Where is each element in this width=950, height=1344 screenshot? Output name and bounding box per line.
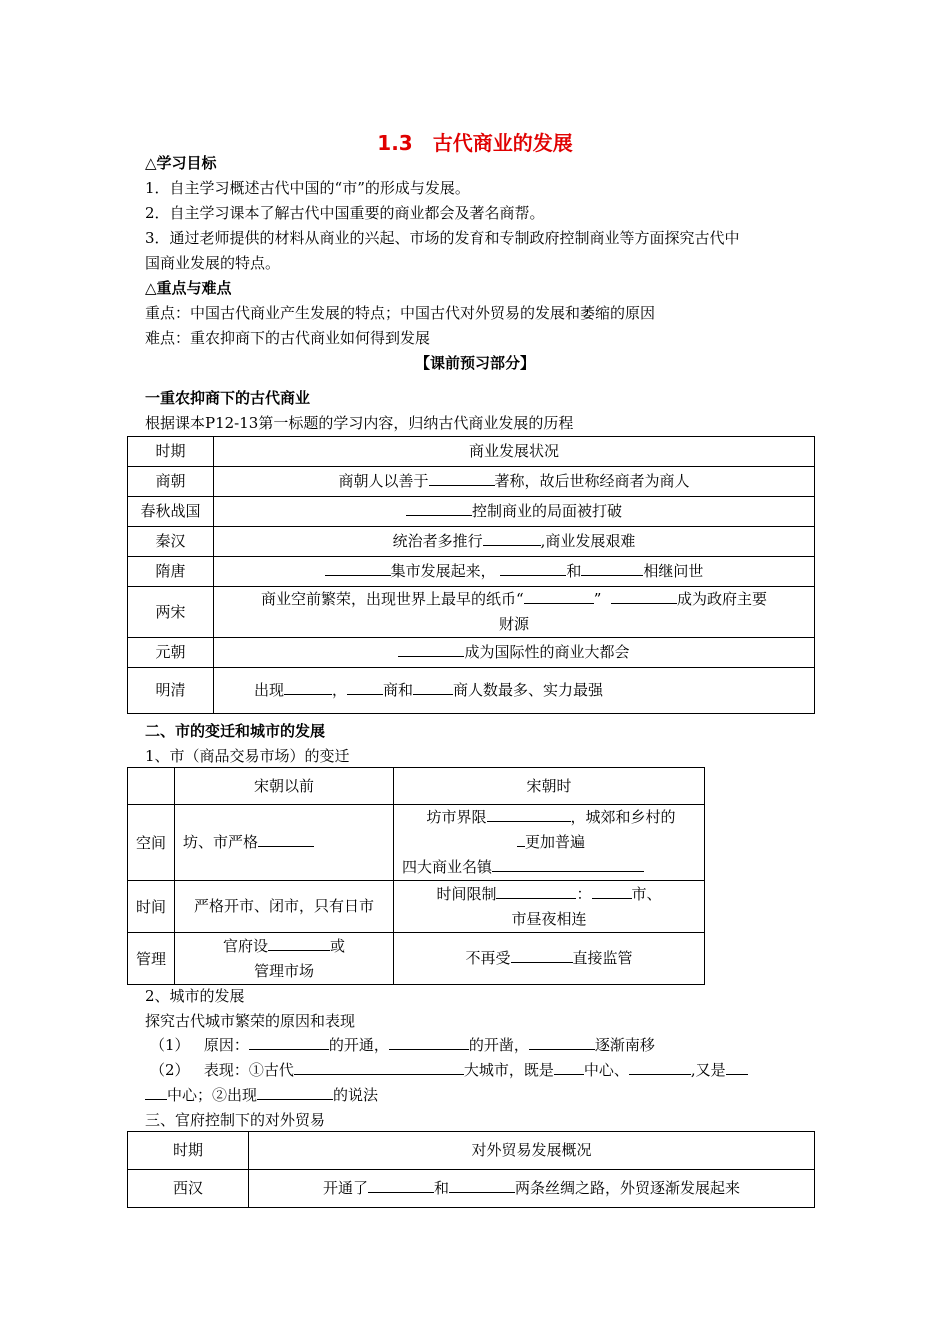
blank (629, 1060, 691, 1075)
blank (524, 589, 594, 604)
difficult-point: 难点：重农抑商下的古代商业如何得到发展 (145, 329, 431, 347)
key-point: 重点：中国古代商业产生发展的特点；中国古代对外贸易的发展和萎缩的原因 (145, 304, 656, 322)
goal-item: 3．通过老师提供的材料从商业的兴起、市场的发育和专制政府控制商业等方面探究古代中 (145, 229, 740, 247)
market-table: 宋朝以前 宋朝时 空间 坊、市严格 坊市界限 ，城郊和乡村的 更加普遍 四大商业名镇 时间 严格开市、闭市，只有日市 时间限制 ： 市、 市昼夜相连 管理 官府设 或 管理市场 不再受 直接监管 (127, 767, 705, 985)
blank (429, 471, 495, 486)
section2-sub2: 2、城市的发展 (145, 987, 245, 1005)
blank (449, 1178, 515, 1193)
table-row: 元朝 成为国际性的商业大都会 (128, 638, 815, 668)
key-points-heading: △重点与难点 (145, 279, 232, 297)
blank (368, 1178, 434, 1193)
blank (529, 1035, 595, 1050)
goal-item: 2．自主学习课本了解古代中国重要的商业都会及著名商帮。 (145, 204, 545, 222)
blank (517, 832, 525, 847)
page-title: 1.3 古代商业的发展 (377, 131, 573, 155)
table-row: 时间 严格开市、闭市，只有日市 时间限制 ： 市、 市昼夜相连 (128, 881, 705, 933)
blank (347, 680, 383, 695)
blank (500, 561, 566, 576)
table-row: 西汉 开通了 和 两条丝绸之路，外贸逐渐发展起来 (128, 1170, 815, 1208)
blank (249, 1035, 329, 1050)
reason-line: （1） 原因： 的开通， 的开凿， 逐渐南移 (150, 1036, 655, 1054)
blank (511, 948, 573, 963)
trade-table: 时期 对外贸易发展概况 西汉 开通了 和 两条丝绸之路，外贸逐渐发展起来 (127, 1131, 815, 1208)
blank (268, 936, 330, 951)
blank (284, 680, 332, 695)
table-row: 春秋战国 控制商业的局面被打破 (128, 497, 815, 527)
table-row: 秦汉 统治者多推行 ,商业发展艰难 (128, 527, 815, 557)
section2-explore: 探究古代城市繁荣的原因和表现 (145, 1012, 356, 1030)
table-row: 明清 出现 ， 商和 商人数最多、实力最强 (128, 668, 815, 714)
blank (257, 1085, 333, 1100)
table-row: 商朝 商朝人以善于 著称，故后世称经商者为商人 (128, 467, 815, 497)
blank (487, 807, 571, 822)
blank (554, 1060, 584, 1075)
goal-item: 1．自主学习概述古代中国的“市”的形成与发展。 (145, 179, 470, 197)
table-row: 空间 坊、市严格 坊市界限 ，城郊和乡村的 更加普遍 四大商业名镇 (128, 805, 705, 881)
blank (294, 1060, 464, 1075)
blank (592, 884, 632, 899)
goals-heading: △学习目标 (145, 154, 217, 172)
section1-intro: 根据课本P12-13第一标题的学习内容，归纳古代商业发展的历程 (145, 414, 574, 432)
blank (492, 857, 644, 872)
goal-item: 国商业发展的特点。 (145, 254, 281, 272)
blank (325, 561, 391, 576)
blank (389, 1035, 469, 1050)
table-row: 隋唐 集市发展起来， 和 相继问世 (128, 557, 815, 587)
section1-heading: 一重农抑商下的古代商业 (145, 389, 311, 407)
blank (406, 501, 472, 516)
blank (413, 680, 453, 695)
blank (611, 589, 677, 604)
section2-heading: 二、市的变迁和城市的发展 (145, 722, 326, 740)
header-period: 时期 (128, 437, 214, 467)
blank (258, 832, 314, 847)
blank (483, 531, 541, 546)
table-row: 管理 官府设 或 管理市场 不再受 直接监管 (128, 933, 705, 985)
blank (145, 1085, 167, 1100)
header-status: 商业发展状况 (214, 437, 815, 467)
table-row: 两宋 商业空前繁荣，出现世界上最早的纸币“ ” 成为政府主要 财源 (128, 587, 815, 638)
blank (726, 1060, 748, 1075)
history-table (127, 436, 815, 714)
blank (581, 561, 643, 576)
show-line-1: （2） 表现：①古代 大城市，既是 中心、 ,又是 (150, 1059, 748, 1080)
section3-heading: 三、官府控制下的对外贸易 (145, 1111, 326, 1129)
blank (398, 642, 464, 657)
preview-heading: 【课前预习部分】 (414, 354, 535, 372)
show-line-2: 中心；②出现 的说法 (145, 1084, 378, 1105)
section2-sub1: 1、市（商品交易市场）的变迁 (145, 747, 350, 765)
blank (496, 884, 576, 899)
